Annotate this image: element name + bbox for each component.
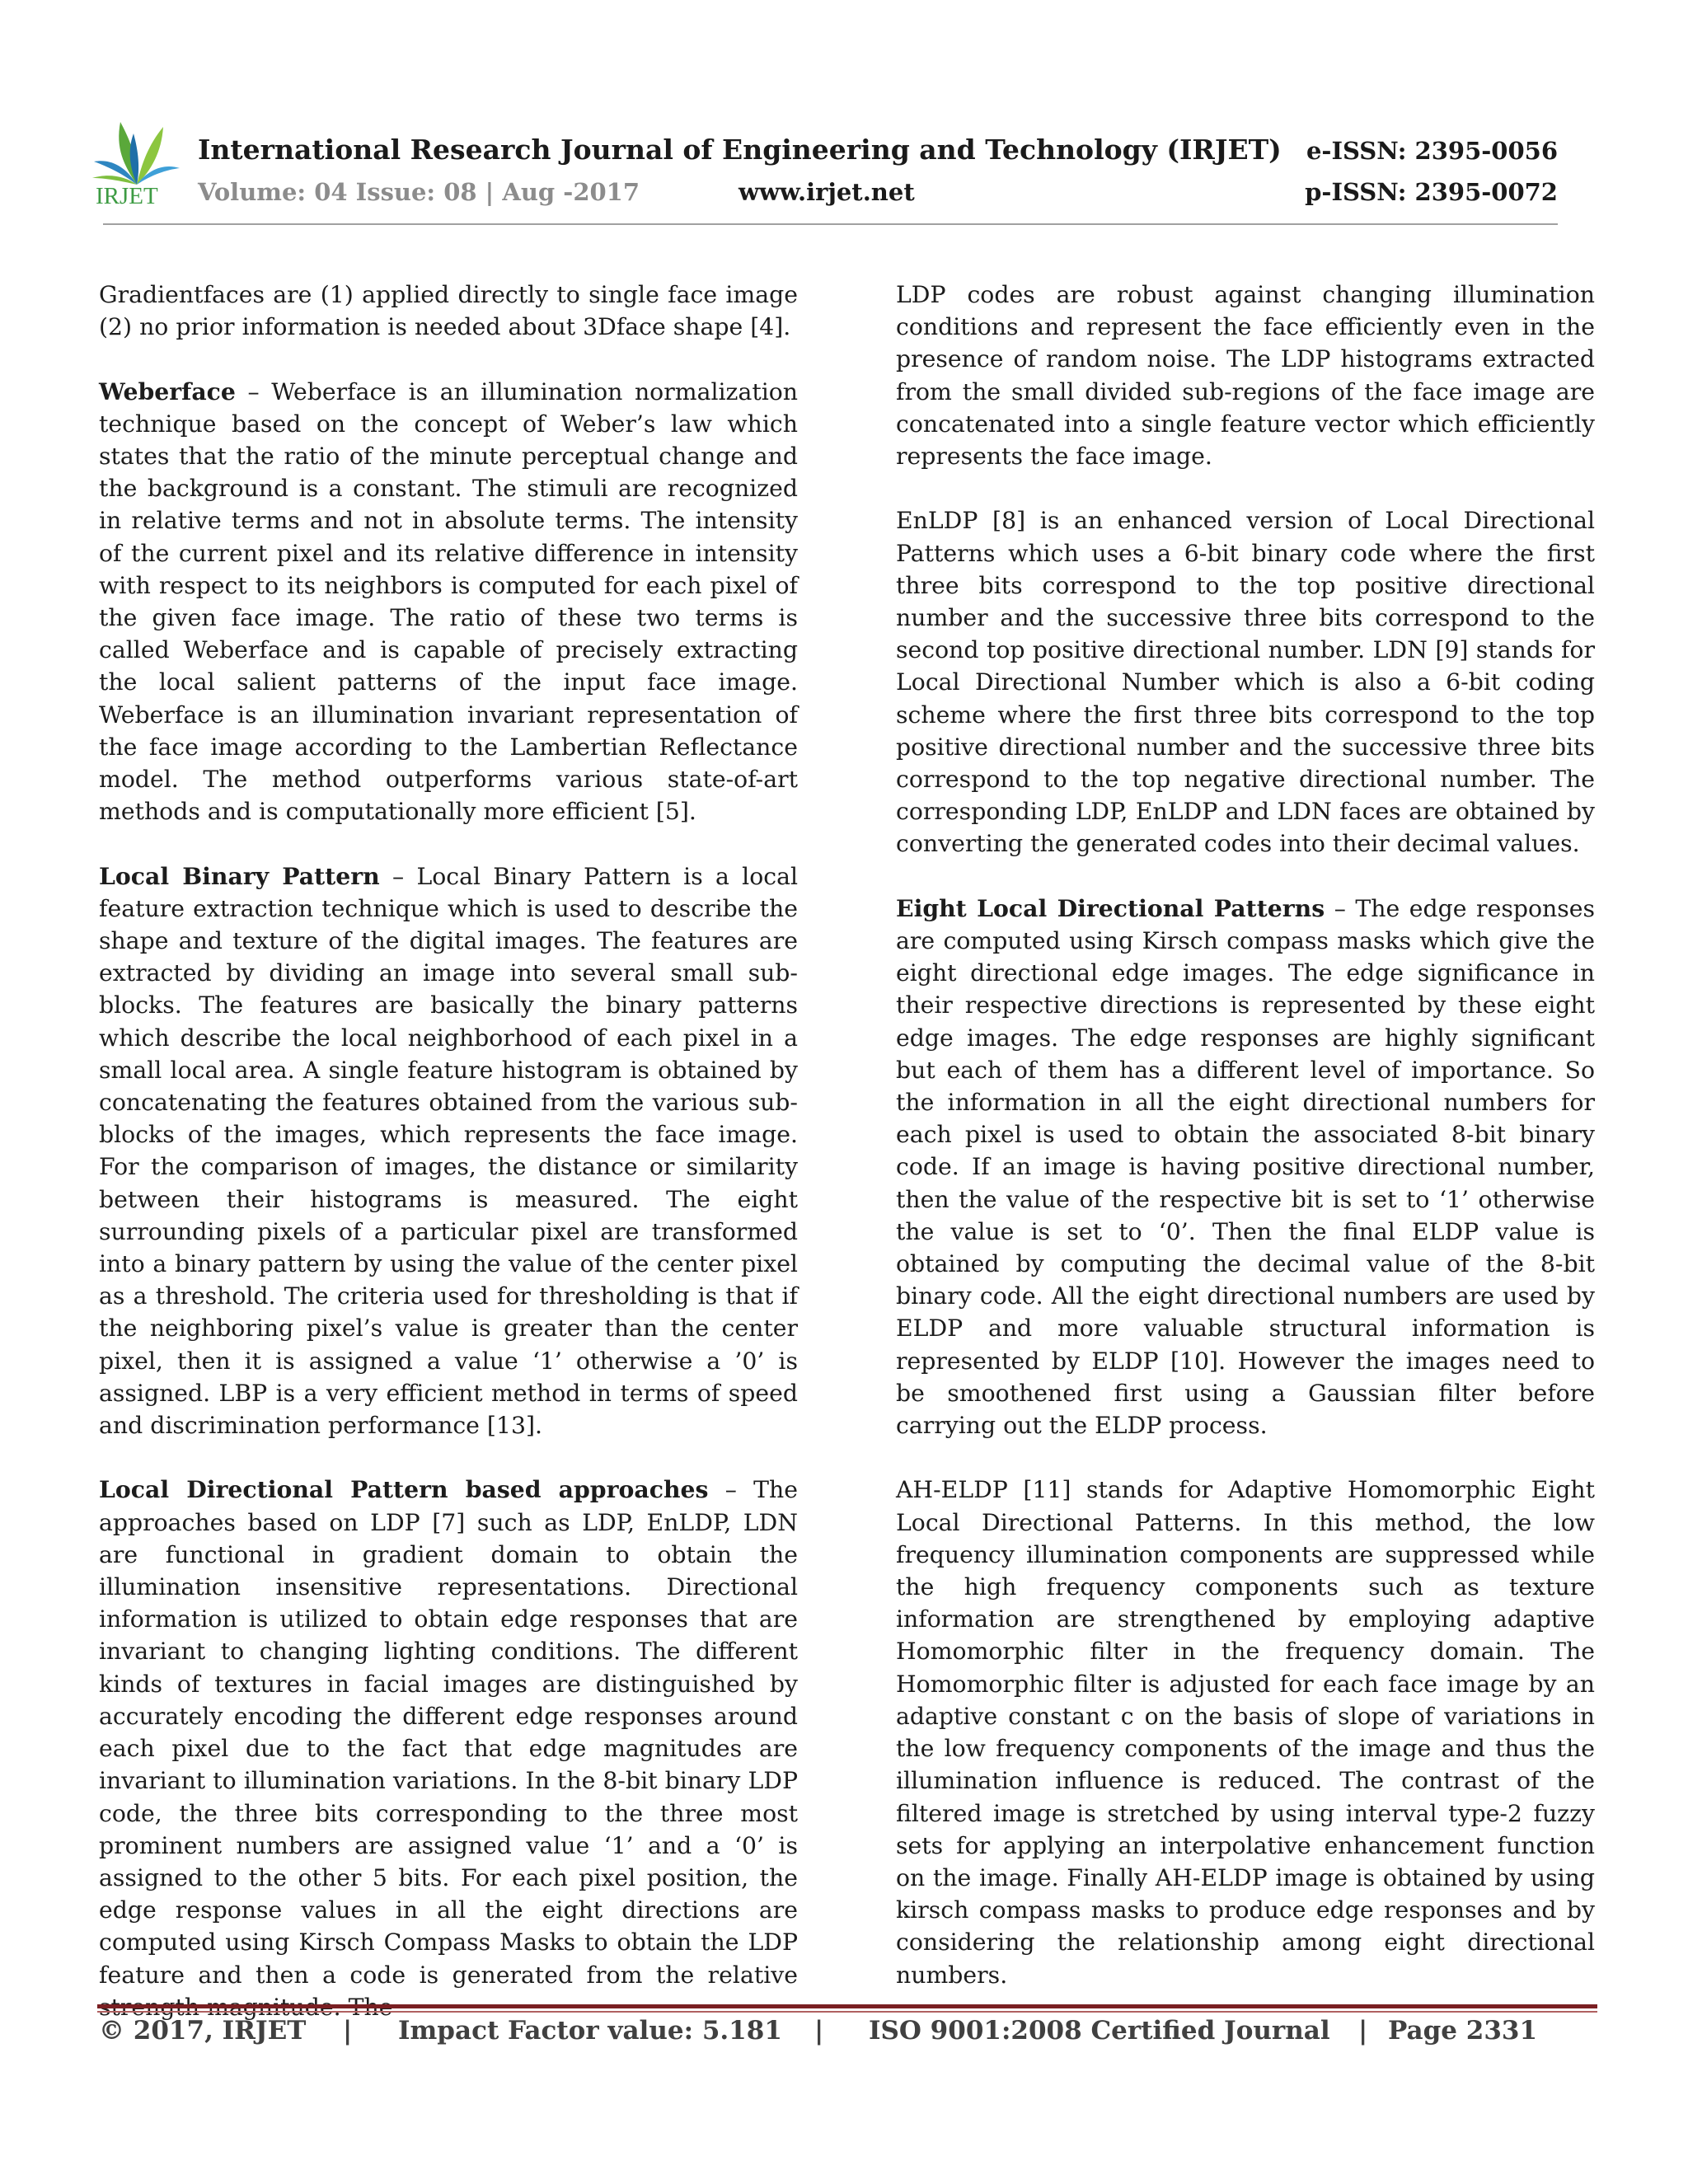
footer-separator: | [343,2016,353,2046]
heading-dash: – [708,1476,754,1504]
paragraph [896,893,1595,1441]
paragraph-text: LDP codes are robust against changing illumination conditions and represent the face efficiently even in the presence of random noise. The LDP histograms extracted from the small divided sub-regions of the face image are concatenated into a single feature vector which efficiently represents the face image. [896,281,1595,471]
paragraph [99,1474,798,2022]
paragraph-text: Weberface is an illumination normalization technique based on the concept of Weber’s law which states that the ratio of the minute perceptual change and the background is a constant. The stimuli are recognized in relative terms and not in absolute terms. The intensity of the current pixel and its relative difference in intensity with respect to its neighbors is computed for each pixel of the given face image. The ratio of these two terms is called Weberface and is capable of precisely extracting the local salient patterns of the input face image. Weberface is an illumination invariant representation of the face image according to the Lambertian Reflectance model. The method outperforms various state-of-art methods and is computationally more efficient [5]. [99,377,799,826]
footer-copyright: © 2017, IRJET [99,2016,307,2046]
paragraph [896,279,1595,472]
paragraph-text: Gradientfaces are (1) applied directly to single face image (2) no prior information is needed about 3Dface shape [4]. [99,281,798,341]
paragraph [99,279,798,343]
left-column [99,279,798,2023]
eissn: e-ISSN: 2395-0056 [1306,137,1558,165]
paragraph-heading: Weberface [99,377,236,405]
logo-text: IRJET [96,183,158,209]
journal-title: International Research Journal of Engineering and Technology (IRJET) [198,134,1282,166]
paragraph-heading: Local Binary Pattern [99,861,380,890]
footer-divider-thin [97,2011,1597,2013]
footer-impact-factor: Impact Factor value: 5.181 [398,2016,782,2046]
paragraph-text: EnLDP [8] is an enhanced version of Local Directional Patterns which uses a 6-bit binary code where the first three bits correspond to the top positive directional number and the successive three bits correspond to the second top positive directional number. LDN [9] stands for Local Directional Number which is also a 6-bit coding scheme where the first three bits correspond to the top positive directional number and the successive three bits correspond to the top negative directional number. The corresponding LDP, EnLDP and LDN faces are obtained by converting the generated codes into their decimal values. [896,507,1595,858]
paragraph-text: The approaches based on LDP [7] such as LDP, EnLDP, LDN are functional in gradient domain to obtain the illumination insensitive representations. Directional information is utilized to obtain edge responses that are invariant to changing lighting conditions. The different kinds of textures in facial images are distinguished by accurately encoding the different edge responses around each pixel due to the fact that edge magnitudes are invariant to illumination variations. In the 8-bit binary LDP code, the three bits corresponding to the three most prominent numbers are assigned value ‘1’ and a ‘0’ is assigned to the other 5 bits. For each pixel position, the edge response values in all the eight directions are computed using Kirsch Compass Masks to obtain the LDP feature and then a code is generated from the relative [99,1476,798,1989]
footer-separator: | [1358,2016,1368,2046]
page-footer [99,2016,1599,2057]
paragraph-heading: Eight Local Directional Patterns [896,893,1325,922]
footer-page-number: Page 2331 [1388,2016,1538,2046]
paragraph-text: AH-ELDP [11] stands for Adaptive Homomorphic Eight Local Directional Patterns. In this method, the low frequency illumination components are suppressed while the high frequency components such as texture information are strengthened by employing adaptive Homomorphic filter in the frequency domain. The Homomorphic filter is adjusted for each face image by an adaptive constant c on the basis of slope of variations in the low frequency components of the image and thus the illumination influence is reduced. The contrast of the filtered image is stretched by using interval type-2 fuzzy sets for applying an interpolative enhancement function on the image. Finally AH-ELDP image is obtained by using kirsch compass masks to produce edge responses and by considering the relationship among eight directional numbers. [896,1476,1595,1989]
paragraph [99,376,798,828]
heading-dash: – [235,377,272,405]
leaf-logo-icon [91,115,183,190]
irjet-logo [91,115,183,218]
footer-divider [97,2004,1597,2008]
paragraph [99,860,798,1442]
page-header [91,115,1558,231]
paragraph [896,504,1595,860]
right-column [896,279,1595,1991]
volume-issue: Volume: 04 Issue: 08 | Aug -2017 [198,178,640,206]
footer-iso: ISO 9001:2008 Certified Journal [869,2016,1330,2046]
heading-dash: – [379,862,417,890]
paragraph-text: Local Binary Pattern is a local feature extraction technique which is used to describe the shape and texture of the digital images. The features are extracted by dividing an image into several small sub-blocks. The features are basically the binary patterns which describe the local neighborhood of each pixel in a small local area. A single feature histogram is obtained by concatenating the features obtained from the various sub-blocks of the images, which represents the face image. For the comparison of images, the distance or similarity between their histograms is measured. The eight surrounding pixels of a particular pixel are transformed into a binary pattern by using the value of the center pixel as a threshold. The criteria used for thresholding is that if the neighboring pixel’s value is greater than the center pixel, then it is assigned a value ‘1’ otherwise a ’0’ is assigned. LBP is a very efficient method in terms of speed and discrimination performance [13]. [99,862,798,1440]
paragraph-heading: Local Directional Pattern based approaches [99,1475,709,1504]
heading-dash: – [1325,894,1356,922]
header-divider [103,223,1558,225]
journal-website-link[interactable]: www.irjet.net [738,178,915,206]
paragraph [896,1474,1595,1990]
pissn: p-ISSN: 2395-0072 [1305,178,1558,206]
paragraph-text: The edge responses are computed using Kirsch compass masks which give the eight directional edge images. The edge significance in their respective directions is represented by these eight edge images. The edge responses are highly significant but each of them has a different level of importance. So the information in all the eight directional numbers for each pixel is used to obtain the associated 8-bit binary code. If an image is having positive directional number, then the value of the respective bit is set to ‘1’ otherwise the value is set to ‘0’. Then the final ELDP value is obtained by computing the decimal value of the 8-bit binary code. All the eight directional numbers are used by ELDP and more valuable structural information is represented by ELDP [10]. However the images need to be smoothened first using a Gaussian filter before carrying out the ELDP process. [896,894,1596,1440]
footer-separator: | [814,2016,824,2046]
